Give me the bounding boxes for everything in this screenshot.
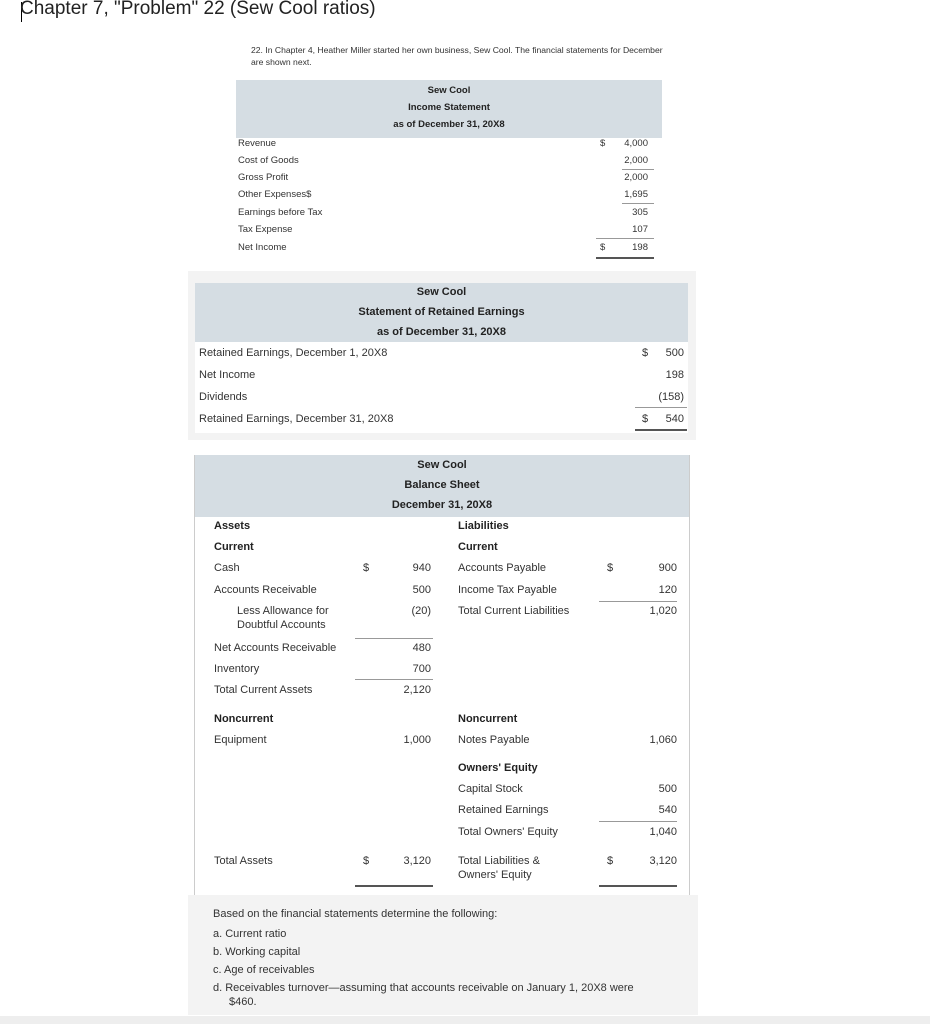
retained-earnings-label: Retained Earnings — [458, 804, 549, 816]
subtotal-rule — [355, 679, 433, 680]
retained-earnings-card — [195, 283, 688, 433]
total-liab-equity-label-2: Owners' Equity — [458, 869, 532, 881]
statement-title: Balance Sheet — [404, 479, 480, 491]
noncurrent-liabilities-heading: Noncurrent — [458, 713, 518, 725]
company-name: Sew Cool — [416, 286, 467, 298]
total-assets-dollar: $ — [363, 855, 370, 867]
capital-stock-value: 500 — [658, 783, 677, 795]
statement-date: as of December 31, 20X8 — [376, 326, 507, 338]
row-value: 1,695 — [624, 189, 648, 200]
retained-earnings-value: 540 — [658, 804, 677, 816]
subtotal-rule — [596, 238, 654, 239]
row-value: 198 — [632, 242, 648, 253]
question-b: b. Working capital — [213, 946, 301, 958]
income-statement-header — [236, 80, 662, 138]
subtotal-rule — [599, 601, 677, 602]
ap-dollar: $ — [607, 562, 614, 574]
subtotal-rule — [599, 821, 677, 822]
cash-label: Cash — [214, 562, 240, 574]
question-a: a. Current ratio — [213, 928, 287, 940]
company-name: Sew Cool — [417, 459, 467, 471]
row-value: 198 — [665, 369, 684, 381]
total-double-rule — [355, 885, 433, 887]
row-dollar: $ — [600, 242, 606, 253]
total-equity-label: Total Owners' Equity — [458, 826, 558, 838]
row-value: 500 — [665, 347, 684, 359]
statement-title: Income Statement — [408, 102, 490, 113]
notes-payable-value: 1,060 — [649, 734, 677, 746]
total-current-liabilities-value: 1,020 — [649, 605, 677, 617]
row-label: Revenue — [238, 138, 277, 149]
owners-equity-heading: Owners' Equity — [458, 762, 538, 774]
subtotal-rule — [355, 638, 433, 639]
subtotal-rule — [635, 407, 687, 408]
inventory-value: 700 — [412, 663, 431, 675]
subtotal-rule — [622, 169, 654, 170]
company-name: Sew Cool — [427, 85, 471, 96]
row-label: Net Income — [199, 369, 256, 381]
row-value: 107 — [632, 224, 648, 235]
subtotal-rule — [622, 203, 654, 204]
total-double-rule — [635, 429, 687, 431]
row-label: Retained Earnings, December 31, 20X8 — [199, 413, 394, 425]
row-label: Other Expenses$ — [238, 189, 312, 200]
row-value: 2,000 — [624, 172, 648, 183]
statement-date: December 31, 20X8 — [391, 499, 493, 511]
total-equity-value: 1,040 — [649, 826, 677, 838]
document-title: Chapter 7, "Problem" 22 (Sew Cool ratios) — [20, 0, 376, 19]
equipment-label: Equipment — [214, 734, 267, 746]
cash-value: 940 — [412, 562, 431, 574]
page-footer-bar — [0, 1016, 930, 1024]
balance-sheet — [194, 455, 690, 895]
capital-stock-label: Capital Stock — [458, 783, 523, 795]
balance-sheet-header — [195, 455, 689, 517]
noncurrent-assets-heading: Noncurrent — [214, 713, 274, 725]
ap-label: Accounts Payable — [458, 562, 547, 574]
row-dollar: $ — [642, 347, 649, 359]
allowance-label-1: Less Allowance for — [237, 605, 329, 617]
row-label: Cost of Goods — [238, 155, 299, 166]
cash-dollar: $ — [363, 562, 370, 574]
total-double-rule — [599, 885, 677, 887]
net-ar-label: Net Accounts Receivable — [214, 642, 337, 654]
ar-value: 500 — [412, 584, 431, 596]
total-current-assets-label: Total Current Assets — [214, 684, 313, 696]
statement-title: Statement of Retained Earnings — [358, 306, 525, 318]
statement-date: as of December 31, 20X8 — [393, 119, 505, 130]
total-current-liabilities-label: Total Current Liabilities — [458, 605, 570, 617]
questions-prompt: Based on the financial statements determine the following: — [213, 908, 498, 920]
problem-intro: 22. In Chapter 4, Heather Miller started her own business, Sew Cool. The financial statements for December are shown next. — [251, 45, 663, 67]
question-d-continued: $460. — [229, 996, 257, 1008]
current-liabilities-heading: Current — [458, 541, 498, 553]
row-dollar: $ — [642, 413, 649, 425]
itp-value: 120 — [658, 584, 677, 596]
row-value: (158) — [658, 391, 684, 403]
row-value: 540 — [665, 413, 684, 425]
equipment-value: 1,000 — [403, 734, 431, 746]
row-label: Tax Expense — [238, 224, 293, 235]
row-value: 4,000 — [624, 138, 648, 149]
total-liab-equity-dollar: $ — [607, 855, 614, 867]
row-dollar: $ — [600, 138, 606, 149]
income-statement — [236, 80, 662, 271]
total-liab-equity-label-1: Total Liabilities & — [458, 855, 540, 867]
row-value: 305 — [632, 207, 648, 218]
assets-heading: Assets — [214, 520, 251, 532]
notes-payable-label: Notes Payable — [458, 734, 530, 746]
allowance-value: (20) — [411, 605, 431, 617]
total-double-rule — [596, 257, 654, 259]
total-assets-label: Total Assets — [214, 855, 273, 867]
question-d: d. Receivables turnover—assuming that accounts receivable on January 1, 20X8 were — [213, 982, 634, 994]
row-label: Dividends — [199, 391, 248, 403]
row-label: Earnings before Tax — [238, 207, 323, 218]
row-label: Net Income — [238, 242, 287, 253]
inventory-label: Inventory — [214, 663, 260, 675]
ar-label: Accounts Receivable — [214, 584, 317, 596]
row-value: 2,000 — [624, 155, 648, 166]
retained-earnings-statement — [188, 271, 696, 440]
retained-earnings-header — [195, 283, 688, 342]
questions-section — [188, 895, 698, 1015]
total-current-assets-value: 2,120 — [403, 684, 431, 696]
total-assets-value: 3,120 — [403, 855, 431, 867]
allowance-label-2: Doubtful Accounts — [237, 619, 326, 631]
current-assets-heading: Current — [214, 541, 254, 553]
total-liab-equity-value: 3,120 — [649, 855, 677, 867]
ap-value: 900 — [658, 562, 677, 574]
row-label: Gross Profit — [238, 172, 289, 183]
net-ar-value: 480 — [412, 642, 431, 654]
itp-label: Income Tax Payable — [458, 584, 557, 596]
question-c: c. Age of receivables — [213, 964, 315, 976]
liabilities-heading: Liabilities — [458, 520, 509, 532]
row-label: Retained Earnings, December 1, 20X8 — [199, 347, 388, 359]
